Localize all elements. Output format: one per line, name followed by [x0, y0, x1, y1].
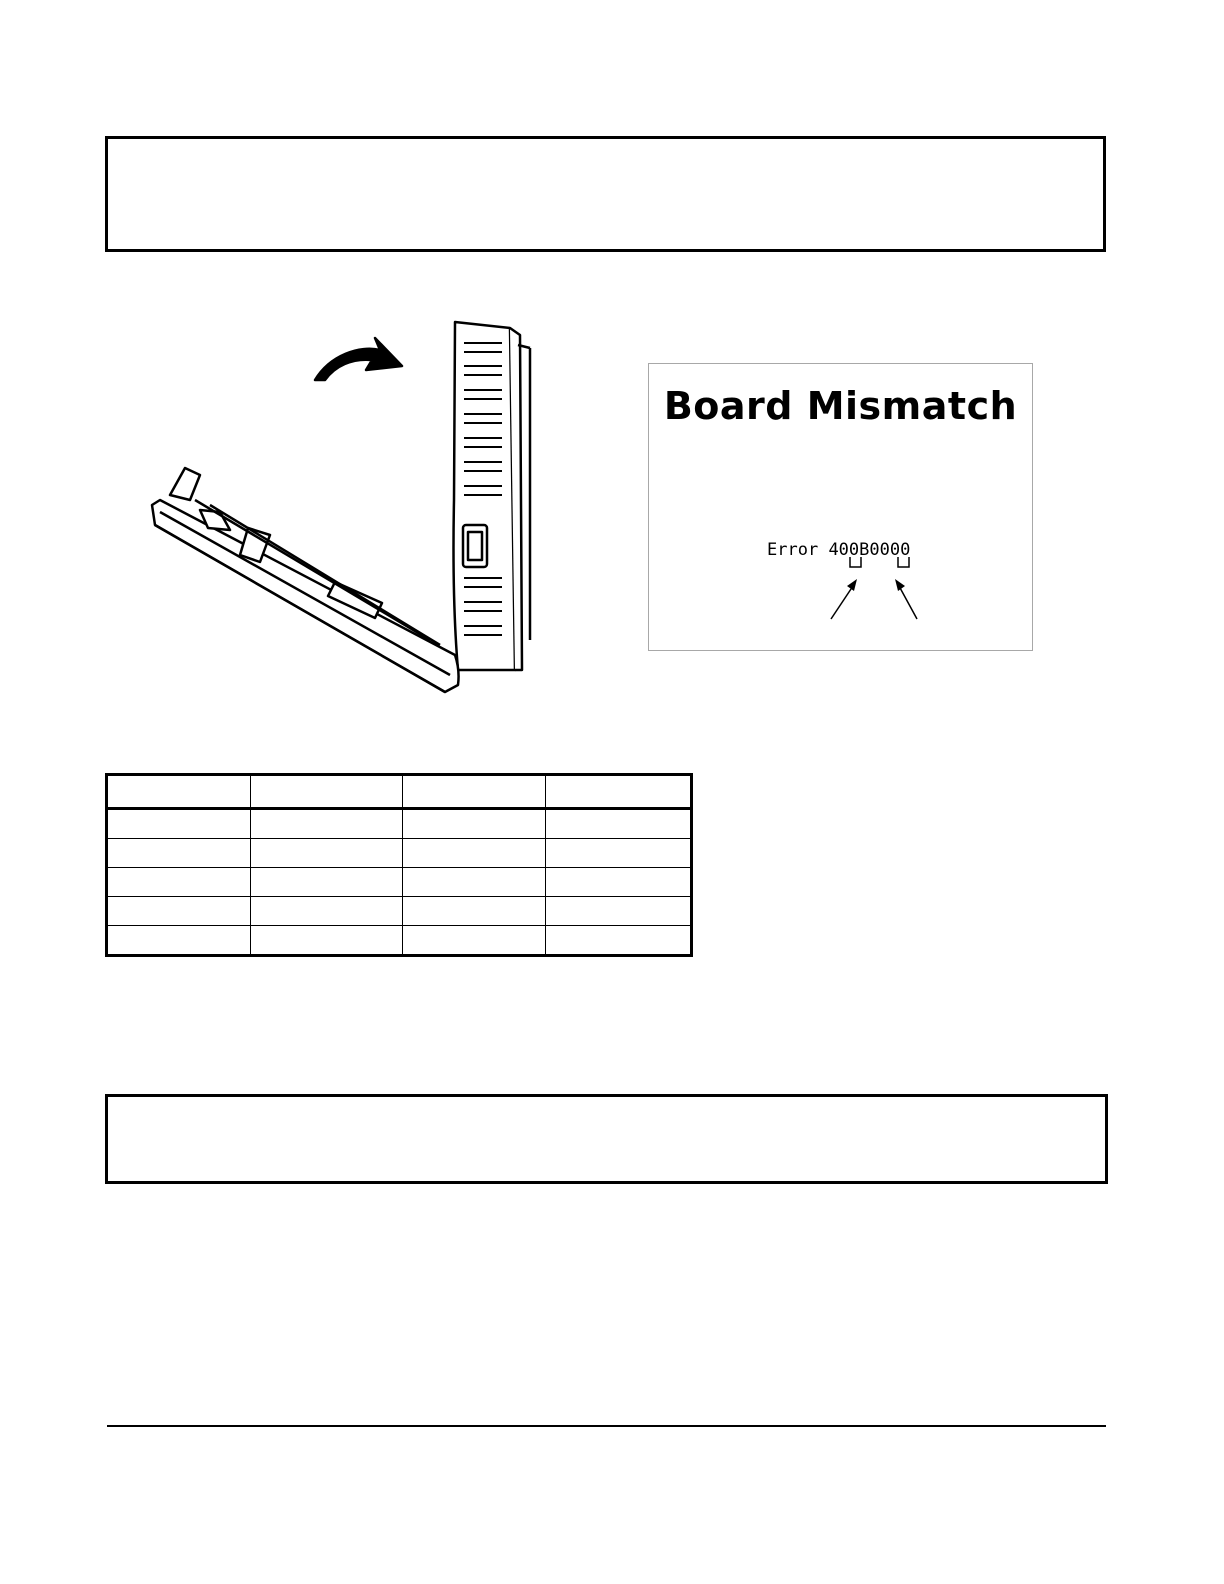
bottom-note-box	[105, 1094, 1108, 1184]
device-opened-illustration	[130, 300, 550, 710]
table-cell	[403, 897, 546, 926]
curved-arrow-icon	[315, 338, 402, 380]
table-cell	[251, 809, 403, 839]
table-row	[107, 868, 692, 897]
table-cell	[251, 868, 403, 897]
table-cell	[546, 897, 692, 926]
table-header-cell	[107, 775, 251, 809]
table-cell	[403, 926, 546, 956]
table-cell	[546, 839, 692, 868]
table-cell	[107, 926, 251, 956]
top-note-box	[105, 136, 1106, 252]
reference-table	[105, 773, 693, 957]
pointer-arrow-icon	[831, 586, 853, 619]
table-cell	[107, 839, 251, 868]
table-cell	[403, 868, 546, 897]
table-cell	[107, 809, 251, 839]
error-label: Error	[767, 540, 819, 560]
table-cell	[251, 839, 403, 868]
footer-divider	[107, 1425, 1106, 1427]
table-cell	[546, 926, 692, 956]
error-code: 400B0000	[828, 540, 911, 560]
table-row	[107, 809, 692, 839]
table-row	[107, 897, 692, 926]
table-header-cell	[251, 775, 403, 809]
digit-bracket-left	[850, 557, 861, 567]
table-cell	[403, 839, 546, 868]
table-row	[107, 926, 692, 956]
table-row	[107, 839, 692, 868]
table-cell	[546, 868, 692, 897]
table-header-row	[107, 775, 692, 809]
pointer-arrow-icon	[899, 586, 917, 619]
table-cell	[403, 809, 546, 839]
table-cell	[107, 868, 251, 897]
table-cell	[251, 897, 403, 926]
error-pointers	[649, 364, 1034, 652]
table-header-cell	[403, 775, 546, 809]
screen-title: Board Mismatch	[663, 384, 1018, 428]
table-cell	[107, 897, 251, 926]
display-screen	[648, 363, 1033, 651]
table-cell	[546, 809, 692, 839]
digit-bracket-right	[898, 557, 909, 567]
table-header-cell	[546, 775, 692, 809]
table-cell	[251, 926, 403, 956]
